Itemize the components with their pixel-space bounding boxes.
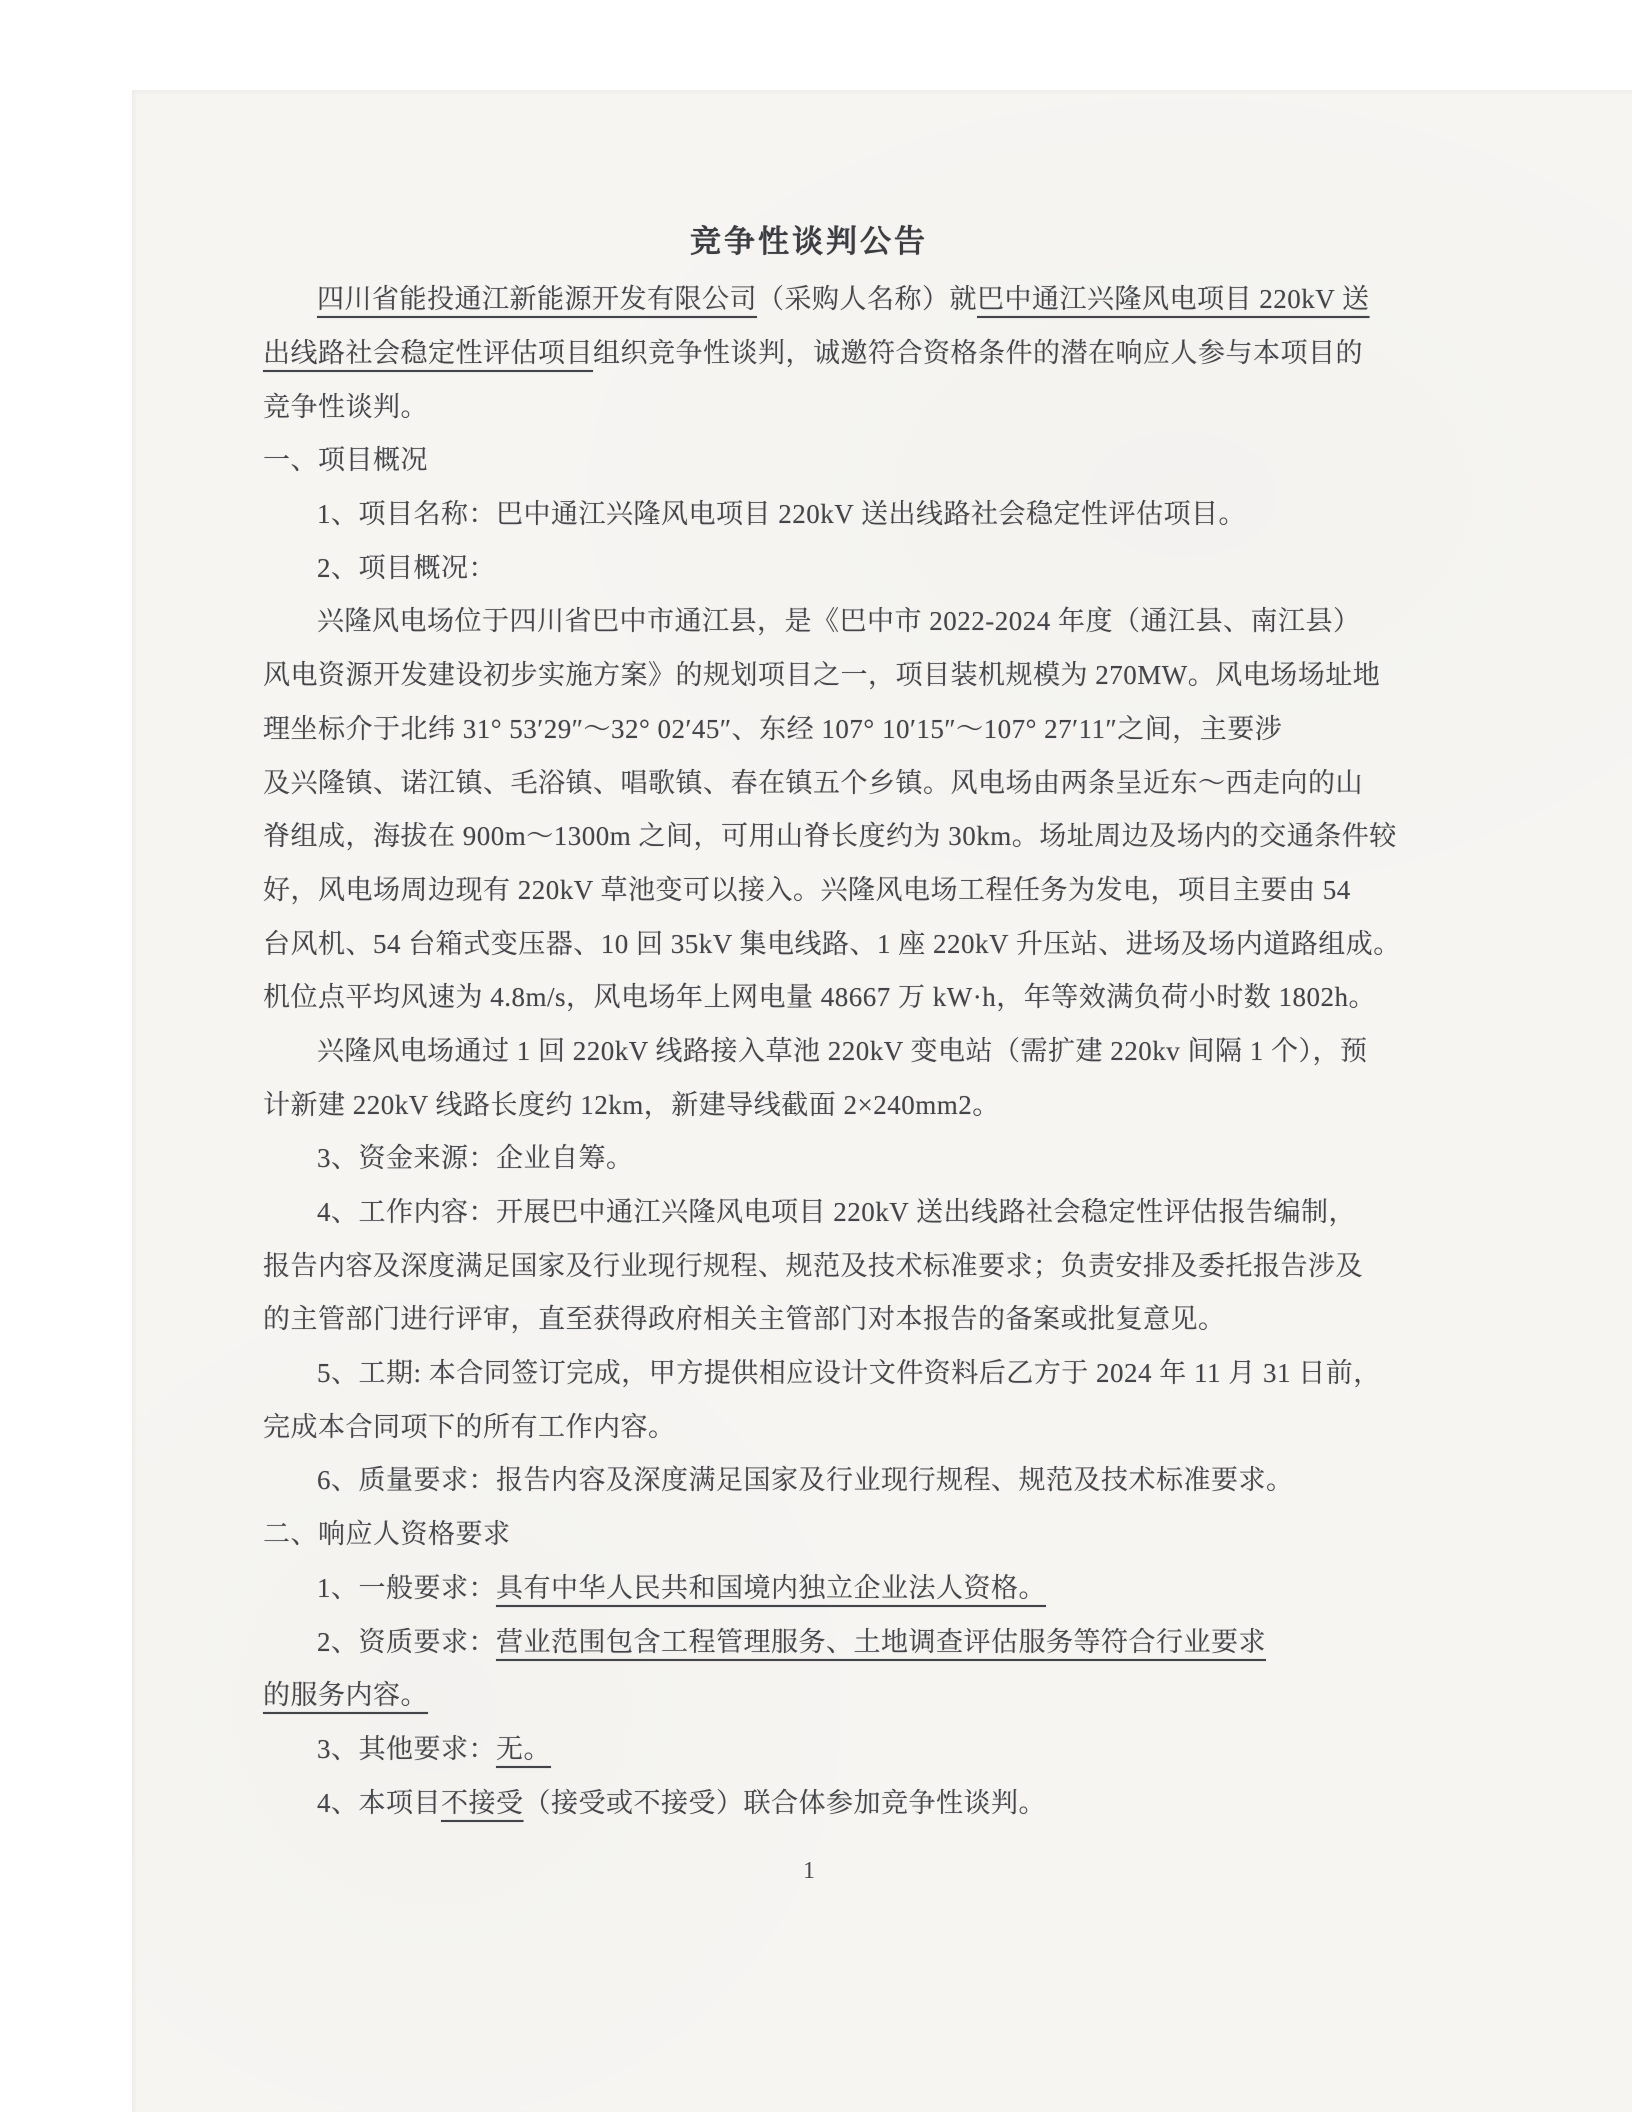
doc-line [263,538,1355,592]
doc-line [263,1075,1355,1129]
text-segment: 4、本项目 [317,1787,441,1818]
text-segment: 3、其他要求： [317,1733,496,1764]
requirement-general: 具有中华人民共和国境内独立企业法人资格。 [496,1572,1046,1603]
text-segment: 二、响应人资格要求 [263,1519,511,1550]
doc-line [263,914,1401,968]
text-segment: 组织竞争性谈判，诚邀符合资格条件的潜在响应人参与本项目的 [593,338,1363,369]
doc-line [263,861,1355,915]
doc-line [263,377,1355,431]
text-segment: 好，风电场周边现有 220kV 草池变可以接入。兴隆风电场工程任务为发电，项目主要由 54 [263,874,1351,905]
doc-line [263,1397,1355,1451]
doc-line [263,1720,1355,1774]
project-name: 出线路社会稳定性评估项目 [263,338,593,369]
text-segment: 报告内容及深度满足国家及行业现行规程、规范及技术标准要求；负责安排及委托报告涉及 [263,1250,1363,1281]
doc-line [263,968,1376,1022]
requirement-other: 无。 [496,1733,551,1764]
text-segment: 台风机、54 台箱式变压器、10 回 35kV 集电线路、1 座 220kV 升压站、进场及场内道路组成。 [263,928,1401,959]
project-name: 巴中通江兴隆风电项目 220kV 送 [977,284,1370,315]
text-segment: 1、项目名称：巴中通江兴隆风电项目 220kV 送出线路社会稳定性评估项目。 [317,499,1247,530]
text-segment: （采购人名称）就 [757,284,977,315]
doc-line [263,646,1381,700]
text-segment: 竞争性谈判。 [263,391,428,422]
doc-line [263,1612,1355,1666]
text-segment: （接受或不接受）联合体参加竞争性谈判。 [523,1787,1046,1818]
requirement-qualification: 营业范围包含工程管理服务、土地调查评估服务等符合行业要求 [496,1626,1266,1657]
text-segment: 一、项目概况 [263,445,428,476]
text-segment: 1、一般要求： [317,1572,496,1603]
text-segment: 风电资源开发建设初步实施方案》的规划项目之一，项目装机规模为 270MW。风电场场址地 [263,660,1381,691]
doc-line [263,270,1370,324]
text-segment: 6、质量要求：报告内容及深度满足国家及行业现行规程、规范及技术标准要求。 [317,1465,1294,1496]
doc-line [263,1773,1355,1827]
doc-line [263,1022,1368,1076]
requirement-qualification: 的服务内容。 [263,1680,428,1711]
doc-line [263,324,1363,378]
doc-line [263,1451,1355,1505]
section-heading-1 [263,431,1355,485]
text-segment: 及兴隆镇、诺江镇、毛浴镇、唱歌镇、春在镇五个乡镇。风电场由两条呈近东～西走向的山 [263,767,1363,798]
text-segment: 的主管部门进行评审，直至获得政府相关主管部门对本报告的备案或批复意见。 [263,1304,1226,1335]
document-title: 竞争性谈判公告 [690,224,928,259]
doc-line [263,753,1363,807]
section-heading-2 [263,1505,1355,1559]
doc-line [263,592,1361,646]
text-segment: 计新建 220kV 线路长度约 12km，新建导线截面 2×240mm2。 [263,1089,1000,1120]
doc-line [263,1666,1355,1720]
doc-line [263,1290,1355,1344]
doc-line [263,1129,1355,1183]
text-segment: 5、工期: 本合同签订完成，甲方提供相应设计文件资料后乙方于 2024 年 11 月 31 日前， [317,1358,1381,1389]
text-segment: 2、项目概况： [317,552,496,583]
doc-line [263,1236,1363,1290]
consortium-not-accepted: 不接受 [441,1787,524,1818]
text-segment: 脊组成，海拔在 900m～1300m 之间，可用山脊长度约为 30km。场址周边及场内的交通条件较 [263,821,1397,852]
page-number: 1 [803,1858,815,1884]
doc-line [263,1559,1355,1613]
document-body [263,270,1401,1827]
doc-line [263,1183,1355,1237]
text-segment: 2、资质要求： [317,1626,496,1657]
doc-line [263,1344,1381,1398]
text-segment: 兴隆风电场位于四川省巴中市通江县，是《巴中市 2022-2024 年度（通江县、南江县） [317,606,1361,637]
text-segment: 机位点平均风速为 4.8m/s，风电场年上网电量 48667 万 kW·h，年等效满负荷小时数 1802h。 [263,982,1376,1013]
doc-line [263,807,1397,861]
text-segment: 兴隆风电场通过 1 回 220kV 线路接入草池 220kV 变电站（需扩建 220kv 间隔 1 个），预 [317,1035,1368,1066]
text-segment: 3、资金来源：企业自筹。 [317,1143,634,1174]
text-segment: 4、工作内容：开展巴中通江兴隆风电项目 220kV 送出线路社会稳定性评估报告编制， [317,1197,1357,1228]
text-segment: 理坐标介于北纬 31° 53′29″～32° 02′45″、东经 107° 10′15″～107° 27′11″之间，主要涉 [263,713,1283,744]
doc-line [263,485,1355,539]
text-segment: 完成本合同项下的所有工作内容。 [263,1411,676,1442]
purchaser-name: 四川省能投通江新能源开发有限公司 [317,284,757,315]
doc-line [263,700,1355,754]
